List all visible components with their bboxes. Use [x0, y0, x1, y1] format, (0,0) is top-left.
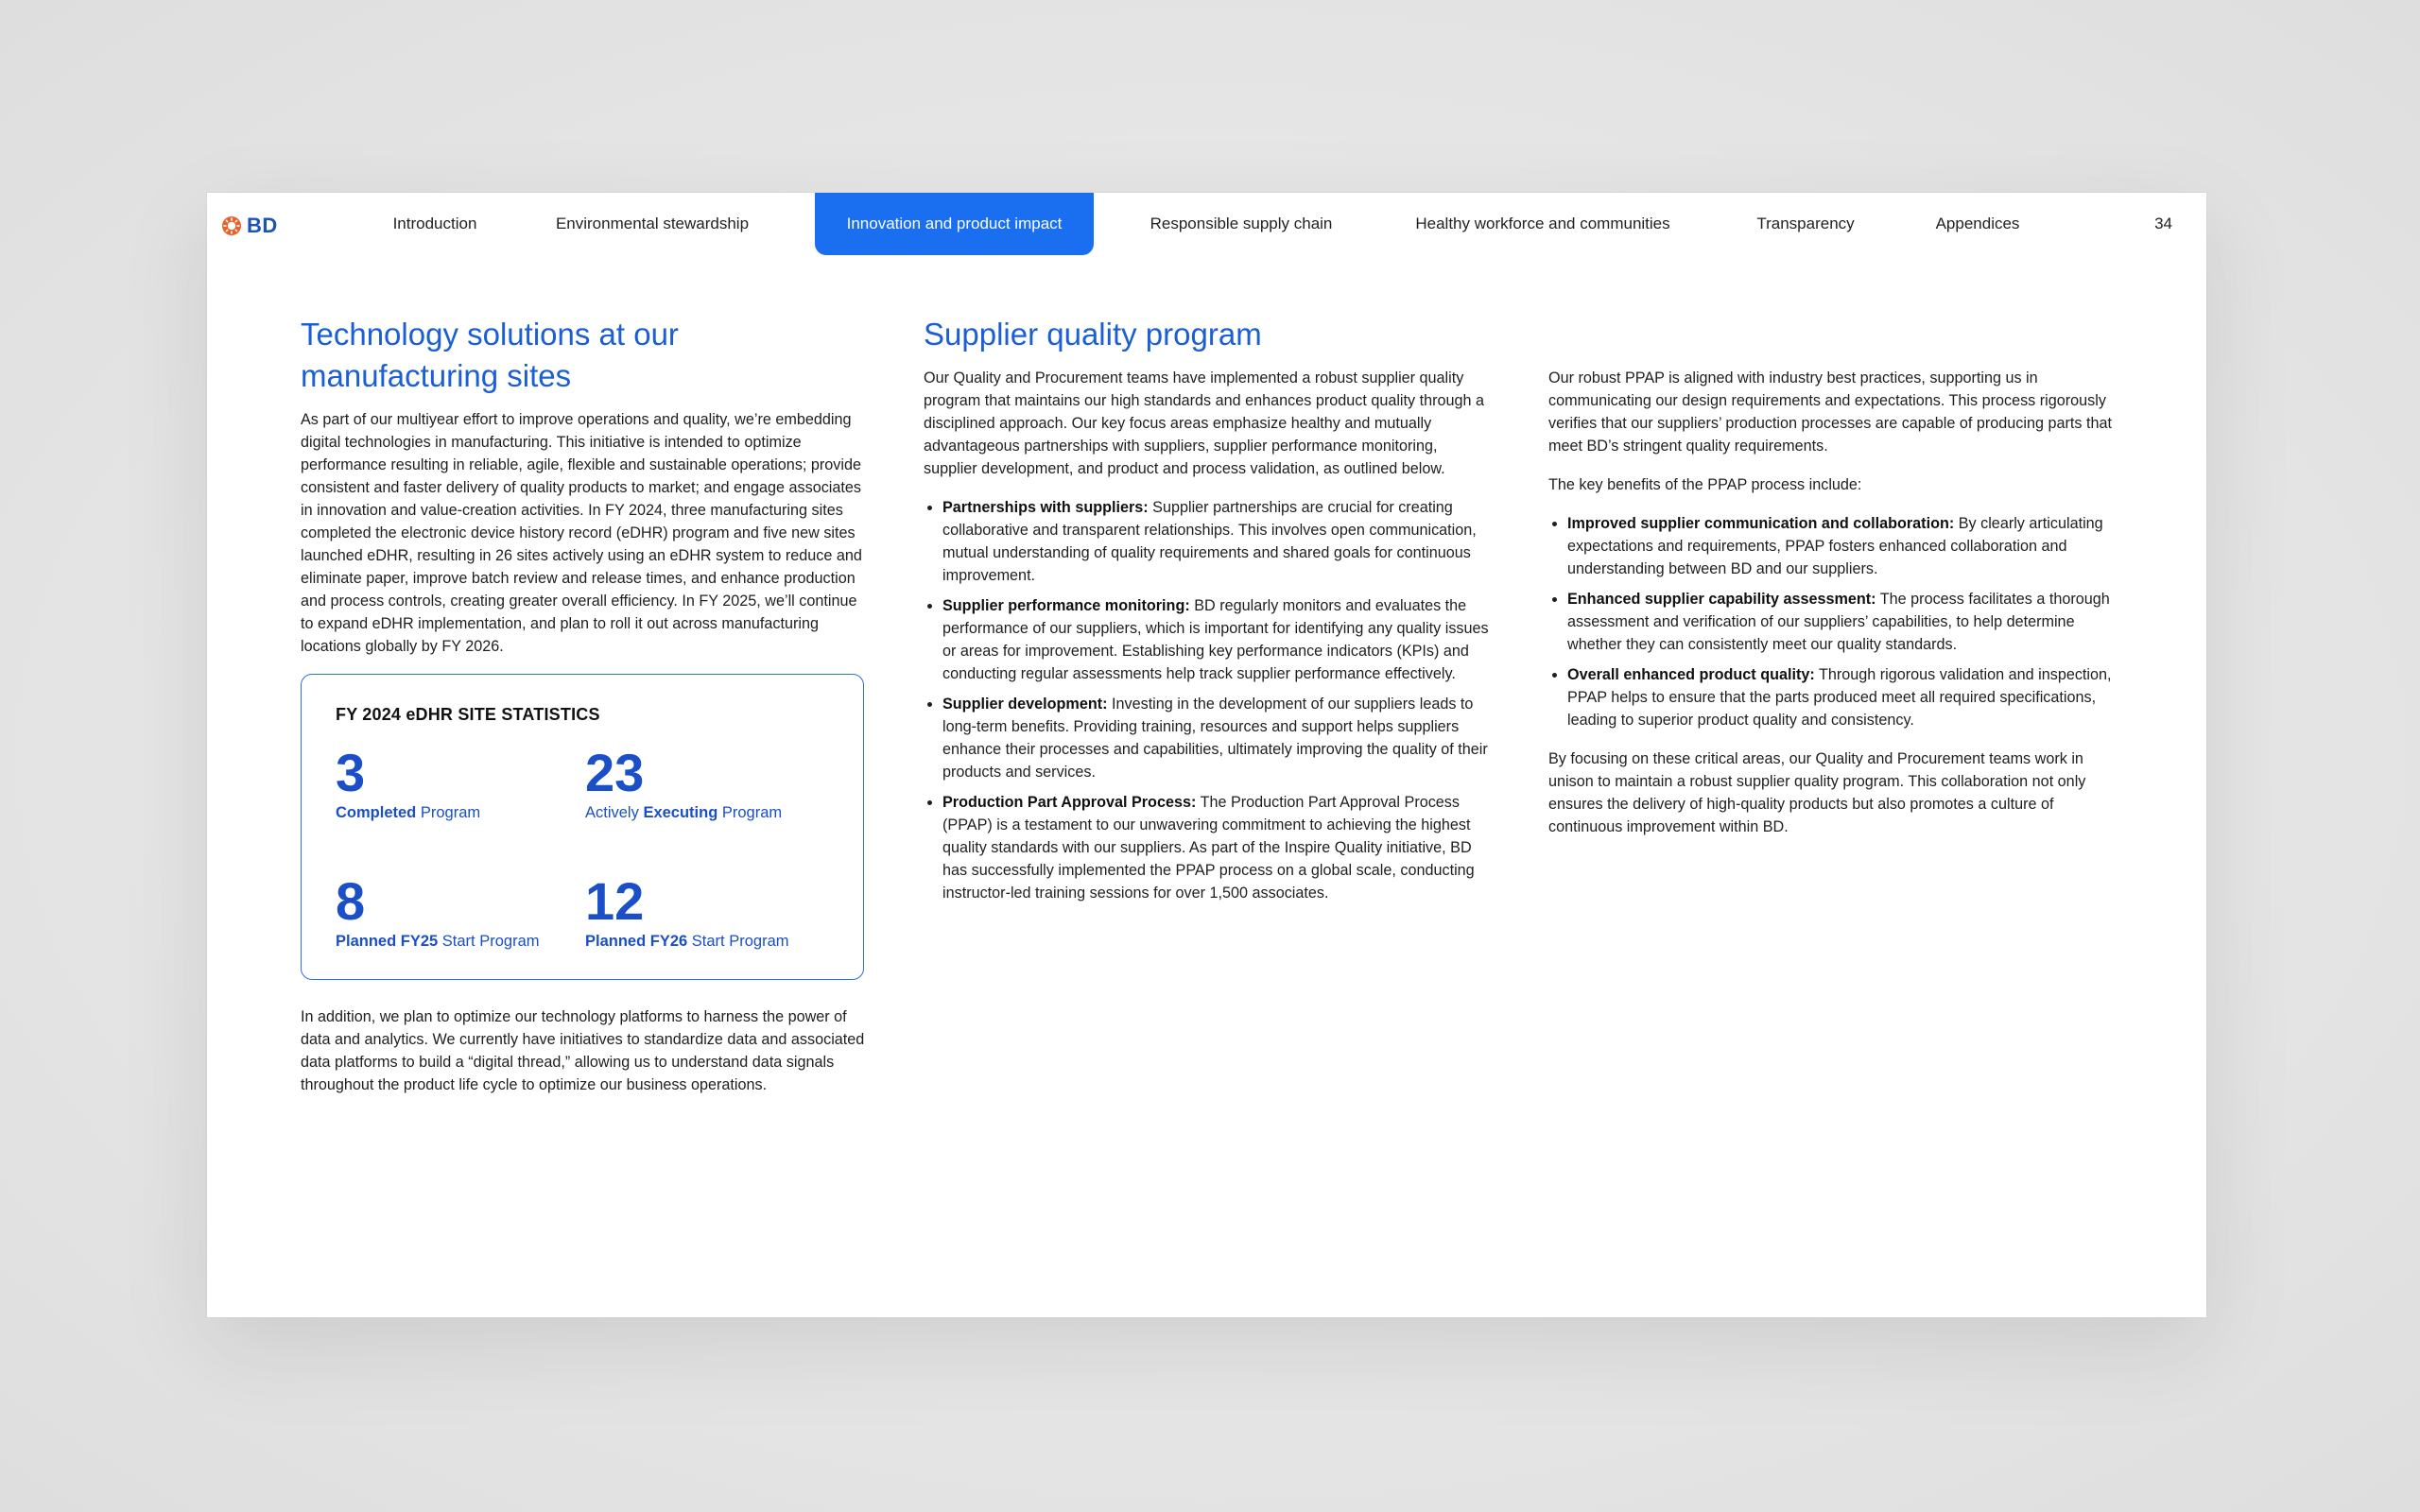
- stat-executing: [585, 743, 831, 824]
- stat-value: 23: [585, 743, 645, 802]
- stat-value: 8: [336, 871, 366, 931]
- stat-completed: [336, 743, 581, 824]
- right-column: [1548, 367, 2116, 854]
- ppap-conclusion-paragraph: By focusing on these critical areas, our Quality and Procurement teams work in unison to maintain a robust supplier quality program. This collaboration not only ensures the delivery of high-quality products but also promotes a culture of continuous improvement within BD.: [1548, 750, 2086, 835]
- stat-label: Planned FY26 Start Program: [585, 933, 789, 950]
- list-item: • Improved supplier communication and collaboration: By clearly articulating expectations and requirements, PPAP fosters enhanced collaboration and understanding between BD and our suppliers.: [1567, 512, 2116, 580]
- tab-healthy-workforce-and-communities[interactable]: Healthy workforce and communities: [1415, 215, 1670, 232]
- supplier-quality-intro: Our Quality and Procurement teams have implemented a robust supplier quality program that maintains our high standards and enhances product quality through a disciplined approach. Our key focus areas emphasize healthy and mutually advantageous partnerships with suppliers, supplier performance monitoring, supplier development, and product and process validation, as outlined below.: [924, 369, 1485, 477]
- tab-environmental-stewardship[interactable]: Environmental stewardship: [555, 215, 750, 232]
- edhr-statistics-box: [301, 674, 864, 980]
- bd-logo[interactable]: [221, 214, 278, 238]
- middle-column: [924, 314, 1491, 920]
- tab-introduction[interactable]: Introduction: [392, 215, 477, 232]
- tab-appendices[interactable]: Appendices: [1935, 215, 2020, 232]
- technology-intro-paragraph: As part of our multiyear effort to improve operations and quality, we’re embedding digital technologies in manufacturing. This initiative is intended to optimize performance resulting in reliable, agile, flexible and sustainable operations; provide consistent and faster delivery of quality products to market; and engage associates in innovation and value-creation activities. In FY 2024, three manufacturing sites completed the electronic device history record (eDHR) program and five new sites launched eDHR, resulting in 26 sites actively using an eDHR system to reduce and eliminate paper, improve batch review and release times, and enhance production and process controls, creating greater overall efficiency. In FY 2025, we’ll continue to expand eDHR implementation, and plan to roll it out across manufacturing locations globally by FY 2026.: [301, 411, 862, 655]
- supplier-focus-list: [924, 496, 1491, 904]
- ppap-benefits-lead: The key benefits of the PPAP process include:: [1548, 476, 1862, 493]
- logo-text: BD: [247, 214, 278, 237]
- list-item: • Supplier development: Investing in the development of our suppliers leads to long-term benefits. Providing training, resources and support helps suppliers enhance their processes and capabilities, ultimately improving the quality of their products and services.: [942, 693, 1491, 783]
- technology-solutions-heading: Technology solutions at our manufacturing sites: [301, 317, 679, 393]
- list-item: • Supplier performance monitoring: BD regularly monitors and evaluates the performance of our suppliers, which is important for identifying any quality issues or areas for improvement. Establishing key performance indicators (KPIs) and conducting regular assessments help track supplier performance effectively.: [942, 594, 1491, 685]
- ppap-intro-paragraph: Our robust PPAP is aligned with industry best practices, supporting us in communicating our design requirements and expectations. This process rigorously verifies that our suppliers’ production processes are capable of producing parts that meet BD’s stringent quality requirements.: [1548, 369, 2112, 455]
- tab-transparency[interactable]: Transparency: [1756, 215, 1855, 232]
- list-item: • Partnerships with suppliers: Supplier partnerships are crucial for creating collaborative and transparent relationships. This involves open communication, mutual understanding of quality requirements and shared goals for continuous improvement.: [942, 496, 1491, 587]
- list-item: • Production Part Approval Process: The Production Part Approval Process (PPAP) is a testament to our unwavering commitment to achieving the highest quality standards with our suppliers. As part of the Inspire Quality initiative, BD has successfully implemented the PPAP process on a global scale, conducting instructor-led training sessions for over 1,500 associates.: [942, 791, 1491, 904]
- report-page: [207, 193, 2206, 1317]
- stat-planned-fy25: [336, 871, 581, 953]
- page-number: 34: [2154, 215, 2172, 232]
- list-item: • Enhanced supplier capability assessment: The process facilitates a thorough assessment and verification of our suppliers’ capabilities, to help determine whether they can consistently meet our quality standards.: [1567, 588, 2116, 656]
- stat-label: Planned FY25 Start Program: [336, 933, 540, 950]
- supplier-quality-heading: Supplier quality program: [924, 317, 1262, 352]
- stat-label: Completed Program: [336, 804, 481, 821]
- technology-platforms-paragraph: In addition, we plan to optimize our technology platforms to harness the power of data and analytics. We currently have initiatives to standardize data and associated data platforms to build a “digital thread,” allowing us to understand data signals throughout the product life cycle to optimize our business operations.: [301, 1008, 865, 1093]
- stat-value: 3: [336, 743, 366, 802]
- stat-value: 12: [585, 871, 645, 931]
- tab-innovation-and-product-impact[interactable]: Innovation and product impact: [815, 193, 1094, 255]
- tab-responsible-supply-chain[interactable]: Responsible supply chain: [1150, 215, 1333, 232]
- stats-title: FY 2024 eDHR SITE STATISTICS: [336, 705, 600, 724]
- left-column: [301, 314, 868, 1112]
- bd-sun-icon: [221, 215, 242, 236]
- stat-planned-fy26: [585, 871, 831, 953]
- stat-label: Actively Executing Program: [585, 804, 783, 821]
- ppap-benefits-list: [1548, 512, 2116, 731]
- list-item: • Overall enhanced product quality: Through rigorous validation and inspection, PPAP helps to ensure that the parts produced meet all required specifications, leading to superior product quality and consistency.: [1567, 663, 2116, 731]
- top-navigation: [207, 193, 2206, 255]
